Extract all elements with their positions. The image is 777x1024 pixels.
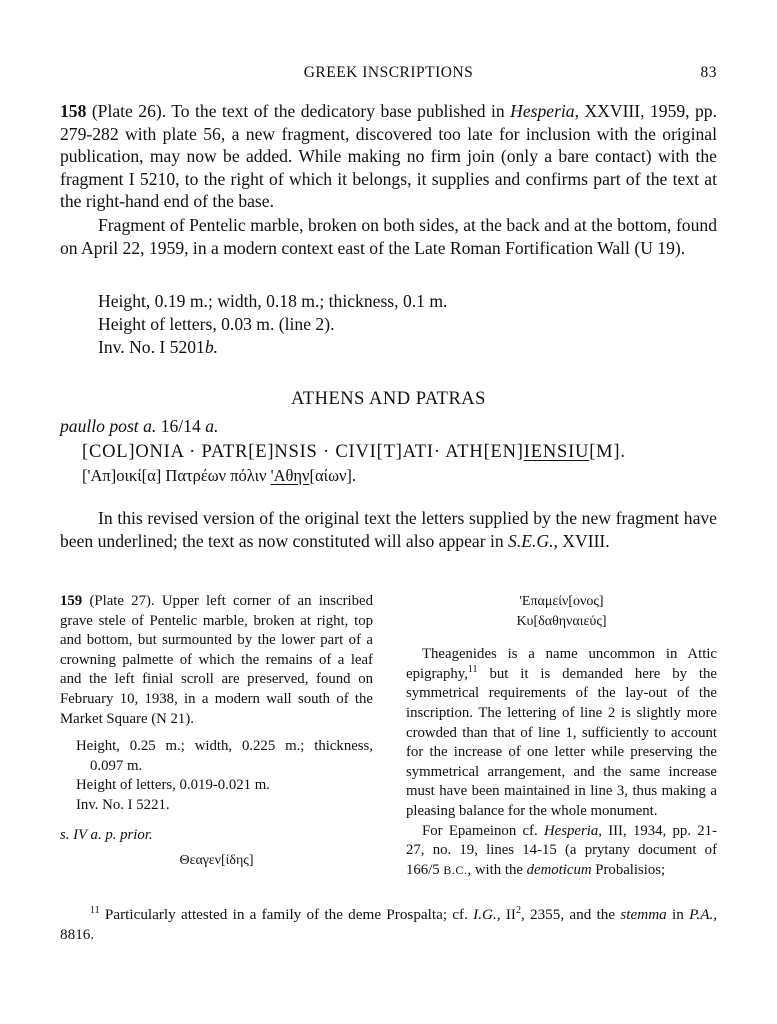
latin-inscription [82,442,626,463]
greek-line-2: 'Επαμείν[ονος] [519,594,604,609]
epameinon-text-c: , with the [467,861,523,878]
entry-158-inventory [98,336,218,359]
running-head-title: GREEK INSCRIPTIONS [303,64,474,81]
bc-abbrev: B.C. [443,862,468,877]
greek-text: ['Απ]οικί[α] Πατρέων πόλιν [82,466,267,485]
demoticum: demoticum [526,861,592,878]
theagenides-text-a: Theagenides is a name uncommon in Attic epigraphy, [406,646,717,682]
footnote-text-a: Particularly attested in a family of the deme Prospalta; cf. [104,906,468,923]
entry-158-paragraph [60,100,717,213]
left-column [60,592,373,871]
greek-line-1: Θεαγεν[ίδης] [179,853,254,869]
entry-159-inventory: Inv. No. I 5221. [76,796,170,813]
footnote-text-d: 8816. [60,926,95,943]
entry-158-number: 158 [60,101,87,121]
revised-version-paragraph [60,507,717,552]
footnote-stemma: stemma [620,906,667,923]
page-number: 83 [700,64,717,81]
latin-underlined: IENSIU [523,442,590,462]
footnote-reference: 11 [467,663,478,675]
entry-158-inv-number: Inv. No. I 5201 [98,337,205,357]
seg-volume: XVIII. [562,530,610,551]
date-part-b: a. [205,416,219,436]
entry-158-letter-height: Height of letters, 0.03 m. (line 2). [98,314,335,334]
entry-158-text: (Plate 26). To the text of the dedicatory base published in [91,101,505,121]
footnote-ig: I.G., [473,906,501,923]
revised-text: In this revised version of the original text the letters supplied by the new fragment have been underlined; the text as now constituted will also appear in [60,508,717,551]
theagenides-text-b: but it is demanded here by the symmetrical requirements of the lay-out of the inscription. The lettering of line 2 is slightly more crowded than that of line 1, sufficiently to account for the increase of one letter while preserving the symmetrical arrangement, and the same increase must have been maintained in line 3, thus making a pleasing balance for the whole monument. [406,665,717,819]
epameinon-text-b: III, 1934, pp. 21-27, no. 19, lines 14-15 (a prytany document of 166/5 [406,822,718,878]
greek-inscription [82,466,356,486]
epameinon-text-d: Probalisios; [595,861,666,878]
entry-158-inv-suffix: b. [204,337,219,357]
date-part-a: paullo post a. [60,416,157,436]
greek-end: [αίων]. [309,466,357,485]
entry-159-text: (Plate 27). Upper left corner of an inscribed grave stele of Pentelic marble, broken at right, top and bottom, but surmounted by the lower part of a crowning palmette of which the remains of a leaf and the left finial scroll are preserved, found on February 10, 1938, in a modern wall south of the Market Square (N 21). [60,593,373,727]
entry-158-journal: Hesperia, [510,101,580,121]
entry-159-paragraph [60,592,373,729]
footnote-text-b: , 2355, and the [520,906,616,923]
section-heading: ATHENS AND PATRAS [291,389,486,409]
entry-159-date: s. IV a. p. prior. [60,826,153,843]
entry-158-dimensions: Height, 0.19 m.; width, 0.18 m.; thickness, 0.1 m. [98,291,448,311]
entry-159-number: 159 [60,593,83,609]
epameinon-text-a: For Epameinon cf. [422,822,538,839]
epameinon-journal: Hesperia, [543,822,602,839]
latin-text: [COL]ONIA · PATR[E]NSIS · CIVI[T]ATI· ATH[EN] [82,442,524,462]
footnote-text-c: in [672,906,684,923]
entry-158-text2: XXVIII, 1959, pp. 279-282 with plate 56, a new fragment, discovered too late for inclusion with the original publication, may now be added. While making no firm join (only a bare contact) with the fragment I 5210, to the right of which it belongs, it supplies and confirms part of the text at the right-hand end of the base. [60,101,717,212]
footnote-ii-sup: 2 [515,904,521,916]
footnote-number: 11 [90,904,100,916]
running-head [60,64,717,86]
entry-158-description: Fragment of Pentelic marble, broken on both sides, at the back and at the bottom, found on April 22, 1959, in a modern context east of the Late Roman Fortification Wall (U 19). [60,215,717,258]
footnote-pa: P.A., [689,906,718,923]
footnote-ii: II [505,906,516,923]
epameinon-paragraph [406,822,717,881]
greek-line-3: Κυ[δαθηναιεύς] [516,613,607,629]
date-number: 16/14 [160,416,201,436]
entry-159-letter-height: Height of letters, 0.019-0.021 m. [76,777,270,794]
theagenides-paragraph [406,645,717,821]
right-column [406,592,717,880]
greek-underlined: 'Αθην [270,466,310,485]
entry-159-dimensions: Height, 0.25 m.; width, 0.225 m.; thickness, 0.097 m. [76,738,373,774]
seg-reference: S.E.G., [508,530,558,551]
section-date [60,416,218,437]
latin-end: [M]. [589,442,626,462]
footnote [60,905,717,945]
